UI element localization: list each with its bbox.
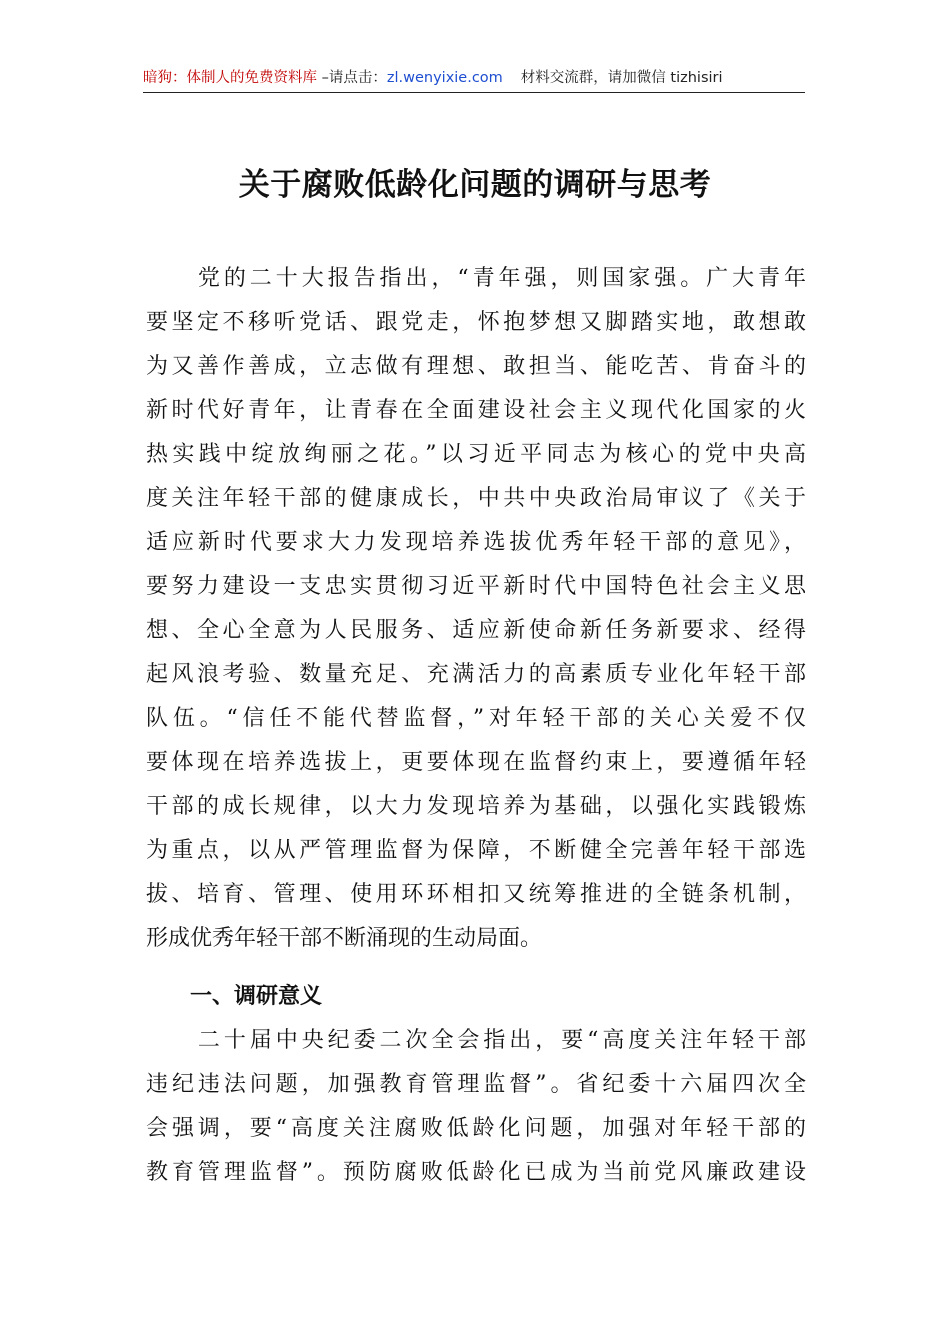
- paragraph-line: 拔、培育、管理、使用环环相扣又统筹推进的全链条机制，: [146, 882, 806, 907]
- paragraph-line: 违纪违法问题，加强教育管理监督”。省纪委十六届四次全: [146, 1072, 806, 1097]
- header-link[interactable]: zl.wenyixie.com: [386, 70, 503, 86]
- paragraph-line: 二十届中央纪委二次全会指出，要“高度关注年轻干部: [146, 1028, 806, 1053]
- header-separator: –请点击：: [317, 70, 387, 86]
- paragraph-line: 为又善作善成，立志做有理想、敢担当、能吃苦、肯奋斗的: [146, 354, 806, 379]
- document-title: 关于腐败低龄化问题的调研与思考: [238, 167, 712, 203]
- section-heading: 一、调研意义: [190, 984, 323, 1009]
- paragraph-line: 党的二十大报告指出，“青年强，则国家强。广大青年: [146, 266, 806, 291]
- paragraph-line: 要坚定不移听党话、跟党走，怀抱梦想又脚踏实地，敢想敢: [146, 310, 806, 335]
- page-header: [143, 66, 805, 93]
- paragraph-line: 要体现在培养选拔上，更要体现在监督约束上，要遵循年轻: [146, 750, 806, 775]
- paragraph-line: 想、全心全意为人民服务、适应新使命新任务新要求、经得: [146, 618, 806, 643]
- paragraph-line: 形成优秀年轻干部不断涌现的生动局面。: [146, 926, 543, 951]
- paragraph-line: 会强调，要“高度关注腐败低龄化问题，加强对年轻干部的: [146, 1116, 806, 1141]
- paragraph-line: 教育管理监督”。预防腐败低龄化已成为当前党风廉政建设: [146, 1160, 806, 1185]
- paragraph-line: 干部的成长规律，以大力发现培养为基础，以强化实践锻炼: [146, 794, 806, 819]
- paragraph-line: 起风浪考验、数量充足、充满活力的高素质专业化年轻干部: [146, 662, 806, 687]
- paragraph-line: 为重点，以从严管理监督为保障，不断健全完善年轻干部选: [146, 838, 806, 863]
- paragraph-line: 要努力建设一支忠实贯彻习近平新时代中国特色社会主义思: [146, 574, 806, 599]
- paragraph-line: 队伍。“信任不能代替监督，”对年轻干部的关心关爱不仅: [146, 706, 806, 731]
- header-brand: 暗狗：体制人的免费资料库: [143, 70, 317, 86]
- paragraph-line: 热实践中绽放绚丽之花。”以习近平同志为核心的党中央高: [146, 442, 806, 467]
- paragraph-line: 度关注年轻干部的健康成长，中共中央政治局审议了《关于: [146, 486, 806, 511]
- paragraph-line: 新时代好青年，让青春在全面建设社会主义现代化国家的火: [146, 398, 806, 423]
- paragraph-line: 适应新时代要求大力发现培养选拔优秀年轻干部的意见》，: [146, 530, 806, 555]
- header-contact: 材料交流群，请加微信 tizhisiri: [520, 70, 723, 86]
